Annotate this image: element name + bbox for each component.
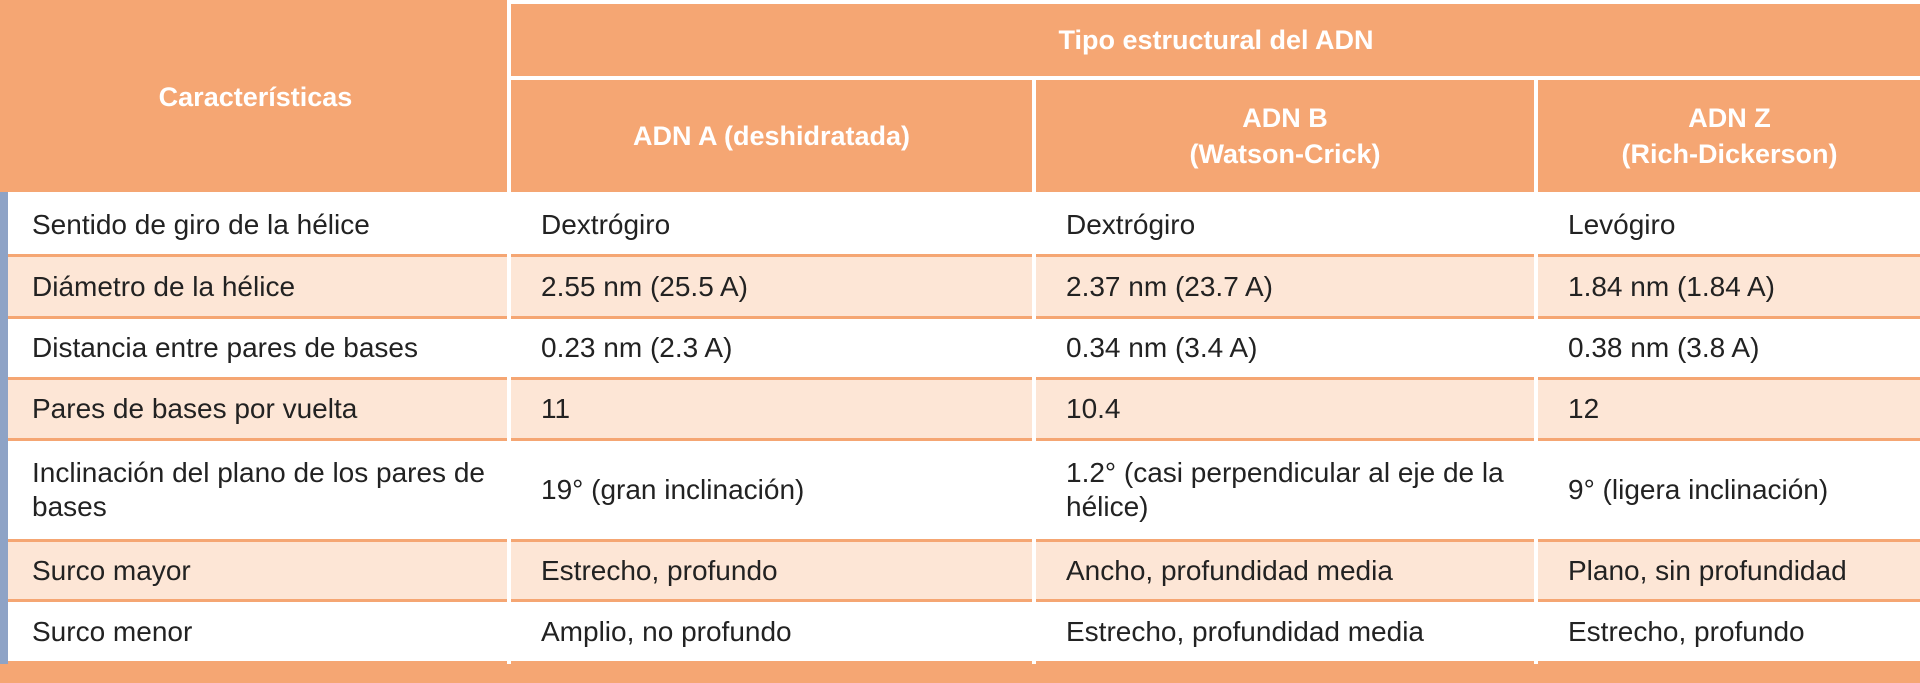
table-row	[4, 318, 1920, 379]
header-adn-a	[509, 78, 1034, 194]
cell-adn-a: 0.23 nm (2.3 A)	[509, 318, 1034, 379]
row-label: Surco mayor	[4, 541, 509, 601]
cell-adn-b: 10.4	[1034, 379, 1536, 440]
cell-adn-b: 1.2° (casi perpendicular al eje de la hélice)	[1034, 440, 1536, 541]
table-row	[4, 194, 1920, 256]
cell-adn-a: Dextrógiro	[509, 194, 1034, 256]
row-label: Sentido de giro de la hélice	[4, 194, 509, 256]
cell-adn-z: Plano, sin profundidad	[1536, 541, 1920, 601]
cell-adn-b: Ancho, profundidad media	[1034, 541, 1536, 601]
header-adn-b	[1034, 78, 1536, 194]
cell-adn-a: 2.55 nm (25.5 A)	[509, 256, 1034, 318]
cell-adn-a: Estrecho, profundo	[509, 541, 1034, 601]
cell-adn-a: 19° (gran inclinación)	[509, 440, 1034, 541]
header-adn-b-line1: ADN B	[1242, 103, 1328, 133]
row-label: Surco menor	[4, 601, 509, 663]
table-row	[4, 379, 1920, 440]
cell-adn-z: Levógiro	[1536, 194, 1920, 256]
header-adn-z-line2: (Rich-Dickerson)	[1621, 139, 1838, 169]
cell-adn-a: 11	[509, 379, 1034, 440]
cell-adn-b: Estrecho, profundidad media	[1034, 601, 1536, 663]
header-tipo-estructural: Tipo estructural del ADN	[509, 2, 1920, 78]
cell-adn-b: 2.37 nm (23.7 A)	[1034, 256, 1536, 318]
cell-adn-b: 0.34 nm (3.4 A)	[1034, 318, 1536, 379]
row-label: Distancia entre pares de bases	[4, 318, 509, 379]
cell-adn-z: 9° (ligera inclinación)	[1536, 440, 1920, 541]
cell-adn-z: 0.38 nm (3.8 A)	[1536, 318, 1920, 379]
cell-adn-z: 12	[1536, 379, 1920, 440]
table-row	[4, 541, 1920, 601]
table-row	[4, 256, 1920, 318]
header-adn-a-line1: ADN A (deshidratada)	[632, 121, 911, 151]
row-label: Diámetro de la hélice	[4, 256, 509, 318]
header-adn-z	[1536, 78, 1920, 194]
cell-adn-b: Dextrógiro	[1034, 194, 1536, 256]
table-row	[4, 440, 1920, 541]
cell-adn-a: Amplio, no profundo	[509, 601, 1034, 663]
header-adn-z-line1: ADN Z	[1688, 103, 1771, 133]
row-label: Inclinación del plano de los pares de bases	[4, 440, 509, 541]
cell-adn-z: 1.84 nm (1.84 A)	[1536, 256, 1920, 318]
header-adn-b-line2: (Watson-Crick)	[1189, 139, 1381, 169]
row-label: Pares de bases por vuelta	[4, 379, 509, 440]
header-caracteristicas: Características	[4, 2, 509, 194]
table-row	[4, 601, 1920, 663]
cell-adn-z: Estrecho, profundo	[1536, 601, 1920, 663]
